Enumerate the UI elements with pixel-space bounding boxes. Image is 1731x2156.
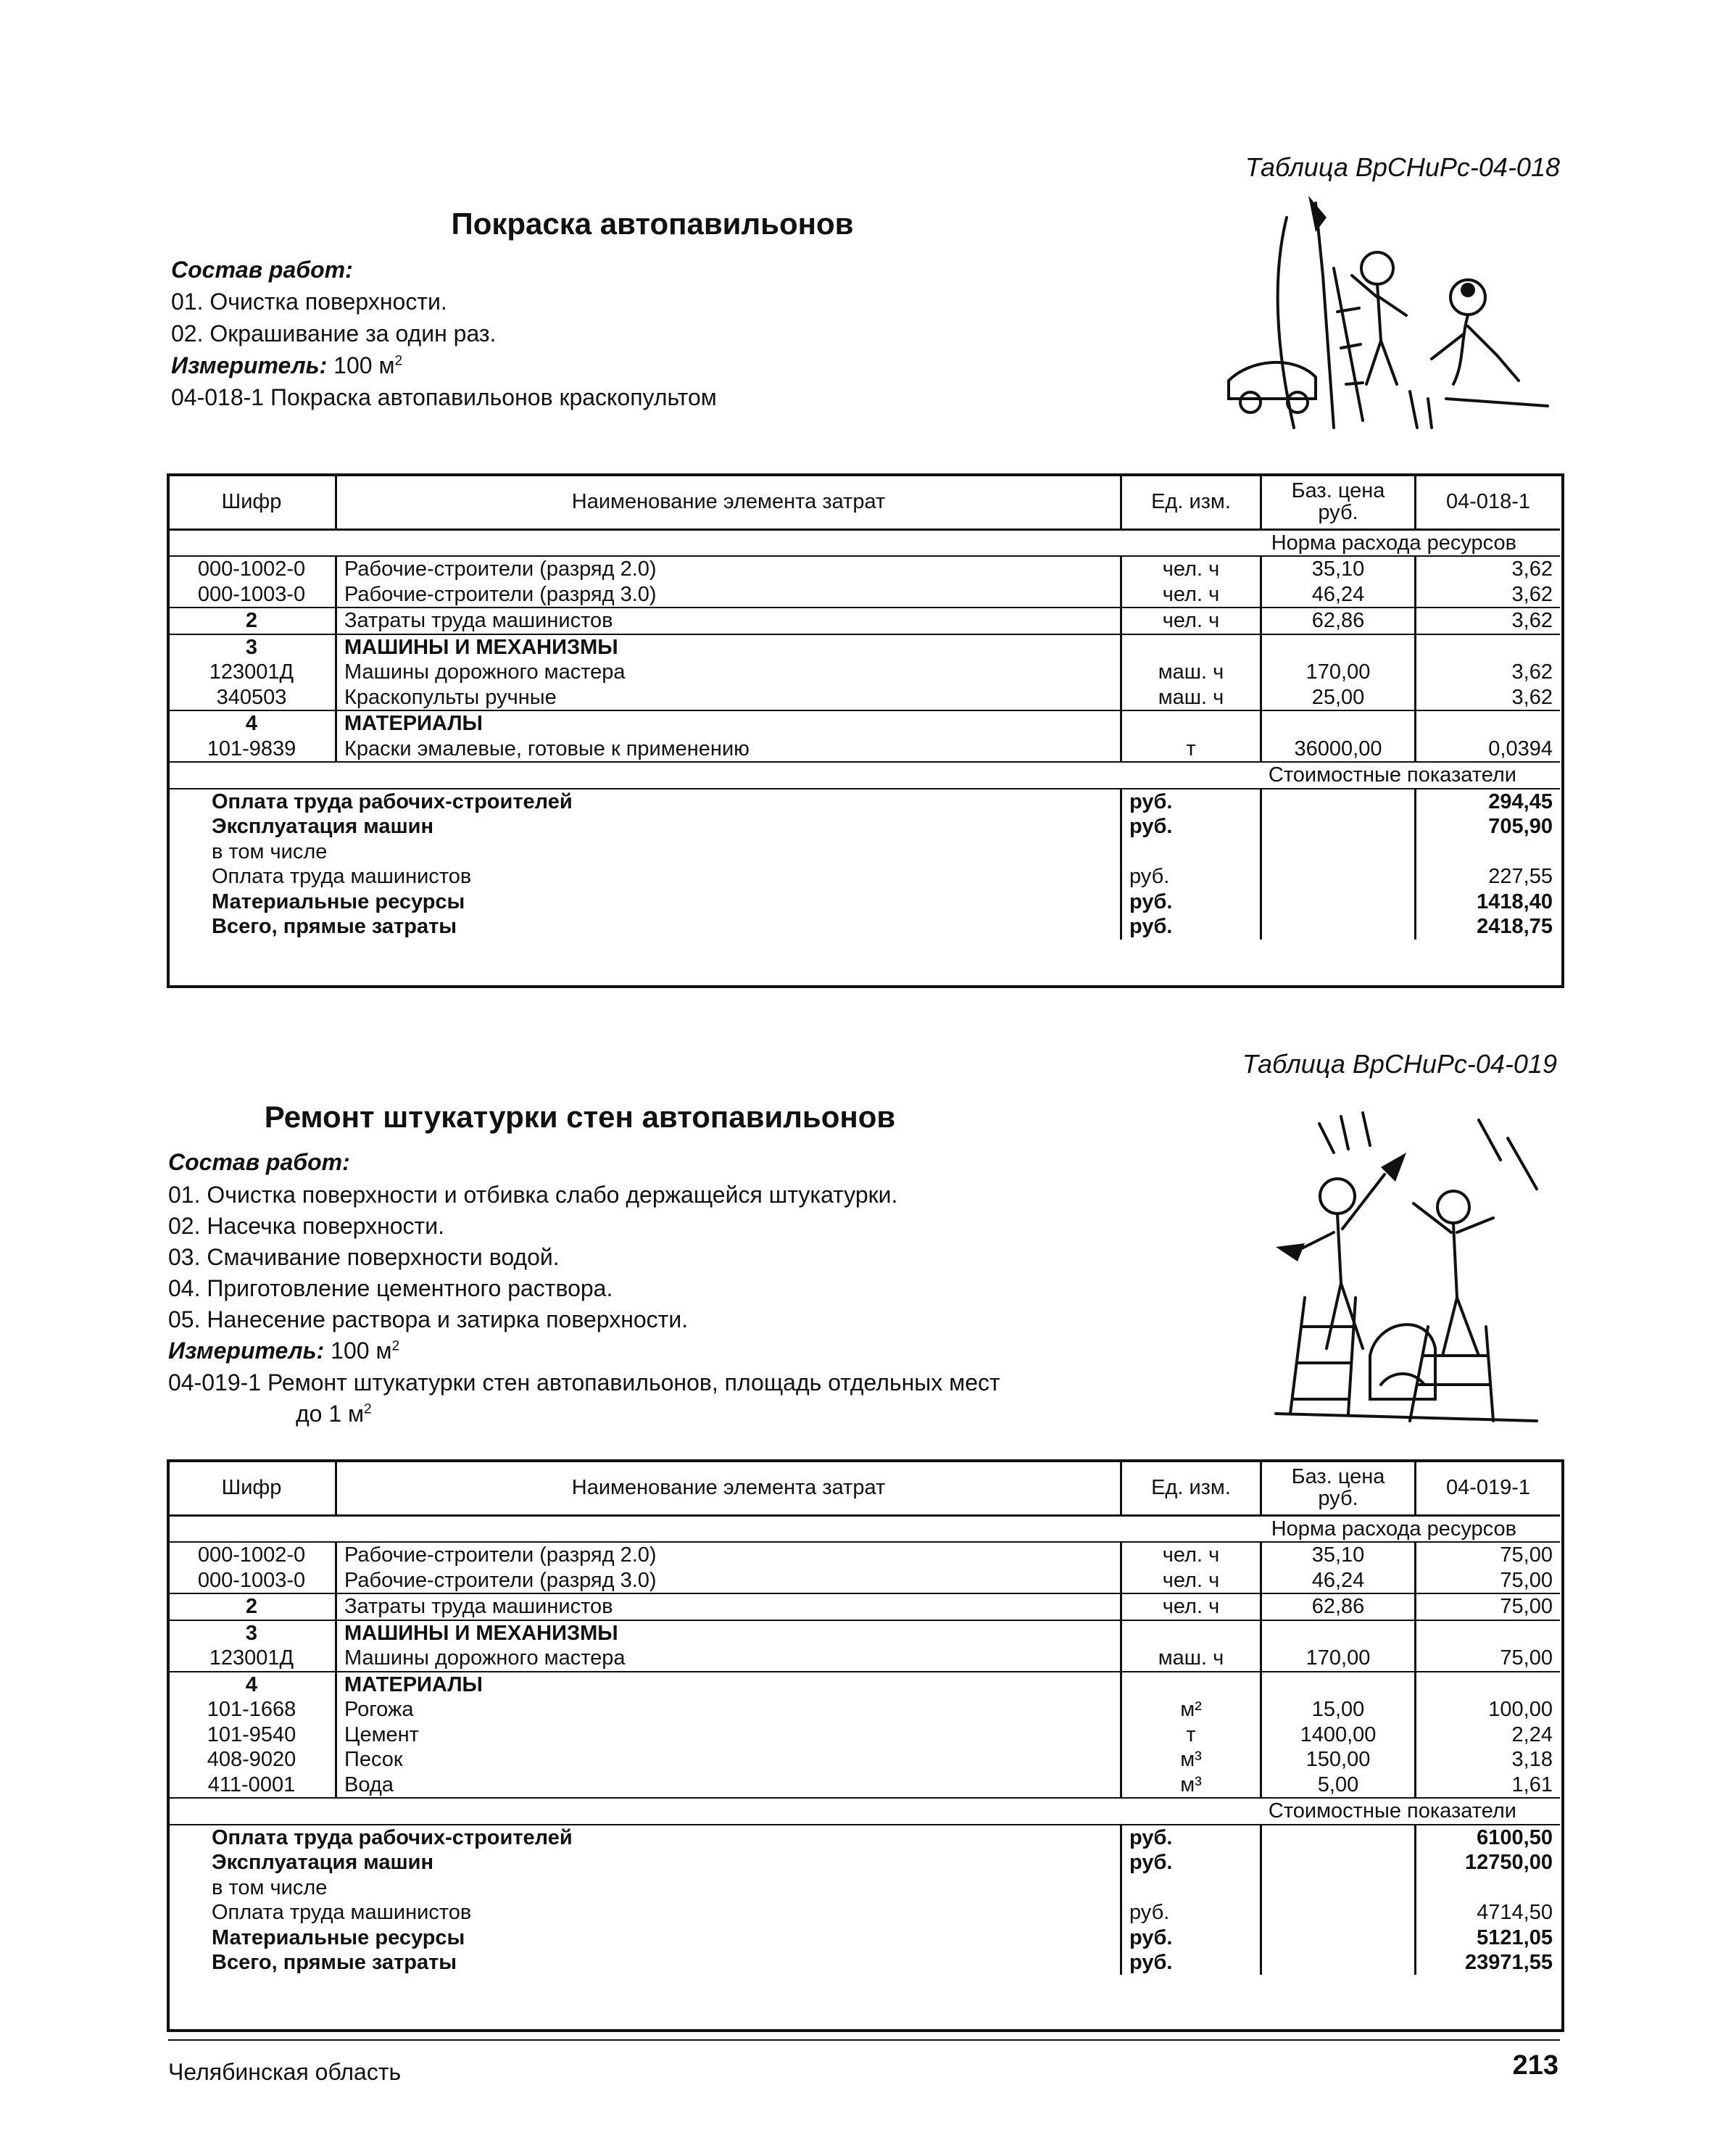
cell-code: 123001Д [168,1646,336,1671]
cell-price: 46,24 [1261,582,1416,608]
cell-value [1416,710,1561,736]
table-row [168,685,1560,710]
cost-name: в том числе [212,839,328,863]
cost-name: Материальные ресурсы [212,890,465,913]
cell-unit: чел. ч [1121,1568,1261,1593]
painters-illustration [1207,188,1569,449]
footer-region: Челябинская область [168,2059,402,2085]
measure-value: 100 м [333,352,395,378]
cost-row [168,1925,1560,1950]
cell-code: 2 [168,1593,336,1620]
cost-name: Материальные ресурсы [212,1925,465,1949]
cost-value: 294,45 [1488,789,1553,813]
cost-value: 23971,55 [1465,1950,1553,1974]
cell-value: 75,00 [1500,1543,1553,1567]
cell-price: 170,00 [1261,1646,1416,1671]
cost-unit: руб. [1121,1825,1261,1850]
table-header [168,1461,1560,1516]
cost-value: 227,55 [1488,865,1553,889]
cell-code: 4 [168,1672,336,1697]
footer-rule [168,2039,1560,2041]
work-item-1-2: 02. Окрашивание за один раз. [171,320,497,347]
cost-unit: руб. [1121,1900,1261,1925]
header-unit: Ед. изм. [1121,1461,1261,1516]
work-item-2-2: 02. Насечка поверхности. [168,1213,444,1239]
table-row [168,1568,1560,1593]
cost-value [1416,839,1561,864]
cost-unit: руб. [1121,1950,1261,1975]
plasterers-illustration [1261,1109,1551,1428]
norm-label-row [168,530,1560,557]
cell-unit: т [1121,1722,1261,1747]
cell-value: 75,00 [1416,1593,1561,1620]
measure-label: Измеритель: [171,352,328,378]
cell-name: Машины дорожного мастера [336,660,1121,684]
section-title-2: Ремонт штукатурки стен автопавильонов [264,1100,896,1134]
cost-row [168,1825,1560,1850]
cost-name: Оплата труда машинистов [212,865,472,889]
cell-value: 3,62 [1416,685,1561,710]
cell-unit [1121,710,1261,736]
header-name: Наименование элемента затрат [336,1461,1121,1516]
item-line-2a: 04-019-1 Ремонт штукатурки стен автопавильонов, площадь отдельных мест [168,1369,1000,1396]
cell-price: 62,86 [1261,608,1416,634]
works-label-1: Состав работ: [171,257,353,283]
cell-code: 340503 [168,685,336,710]
cell-value: 100,00 [1488,1698,1553,1722]
cell-unit [1121,1672,1261,1697]
cell-name: Цемент [336,1722,1121,1747]
norm-label: Норма расхода ресурсов [168,1516,1560,1543]
table-ref-1: Таблица ВрСНиРс-04-018 [1245,152,1560,182]
work-item-1-1: 01. Очистка поверхности. [171,289,447,315]
cost-row [168,914,1560,939]
table-row [168,1747,1560,1772]
work-item-2-4: 04. Приготовление цементного раствора. [168,1275,613,1301]
cost-name: Оплата труда машинистов [212,1901,472,1925]
cell-name: Рабочие-строители (разряд 3.0) [336,1568,1121,1593]
header-name: Наименование элемента затрат [336,475,1121,530]
cost-value: 4714,50 [1477,1901,1553,1925]
cell-name: Песок [336,1747,1121,1772]
cell-code: 000-1003-0 [168,1568,336,1593]
cost-empty [1261,1925,1416,1950]
cost-unit: руб. [1121,914,1261,939]
cell-code: 123001Д [168,660,336,684]
cell-price [1261,710,1416,736]
cell-name: Затраты труда машинистов [336,1593,1121,1620]
cell-value: 75,00 [1416,1646,1561,1671]
cost-row [168,864,1560,889]
table-header [168,475,1560,530]
cell-code: 000-1002-0 [168,1542,336,1567]
cost-label-row [168,1798,1560,1824]
cell-code: 2 [168,608,336,634]
cell-name: Вода [336,1773,1121,1798]
table-row [168,556,1560,581]
cell-price: 46,24 [1261,1568,1416,1593]
table-ref-2: Таблица ВрСНиРс-04-019 [1242,1049,1557,1079]
cost-value: 5121,05 [1477,1925,1553,1949]
cost-value: 6100,50 [1477,1825,1553,1849]
item-sup: 2 [364,1401,372,1417]
table-row [168,1542,1560,1567]
cost-unit: руб. [1121,890,1261,914]
cell-name: МАШИНЫ И МЕХАНИЗМЫ [336,634,1121,660]
cell-code: 411-0001 [168,1773,336,1798]
cost-label-row [168,762,1560,788]
measure-line-1 [171,352,402,379]
cell-code: 3 [168,1620,336,1646]
cost-row [168,814,1560,839]
cell-price: 62,86 [1261,1593,1416,1620]
cell-price: 1400,00 [1261,1722,1416,1747]
table-row [168,1697,1560,1722]
cell-unit: чел. ч [1121,1542,1261,1567]
cell-name: Краски эмалевые, готовые к применению [336,737,1121,762]
cell-price: 170,00 [1261,660,1416,684]
cost-name: Оплата труда рабочих-строителей [212,1825,573,1849]
cell-price: 35,10 [1261,556,1416,581]
cell-price: 25,00 [1261,685,1416,710]
cell-unit: маш. ч [1121,1646,1261,1671]
work-item-2-1: 01. Очистка поверхности и отбивка слабо держащейся штукатурки. [168,1182,898,1208]
cost-empty [1261,1825,1416,1850]
cell-unit: чел. ч [1121,582,1261,608]
cost-empty [1261,839,1416,864]
cost-row [168,839,1560,864]
cell-code: 408-9020 [168,1747,336,1772]
work-item-2-5: 05. Нанесение раствора и затирка поверхности. [168,1306,689,1332]
cell-value: 3,18 [1511,1748,1553,1772]
table-row [168,1672,1560,1697]
cell-unit: маш. ч [1121,660,1261,684]
cell-value [1416,1672,1561,1697]
table-row [168,737,1560,762]
cost-value: 2418,75 [1477,915,1553,939]
item-line-2b-text: до 1 м [296,1401,365,1427]
header-column: 04-019-1 [1416,1461,1561,1516]
cell-price [1261,1620,1416,1646]
cost-row [168,1850,1560,1875]
cost-empty [1261,890,1416,914]
estimate-table-2 [168,1461,1560,1975]
cost-empty [1261,864,1416,889]
cell-unit: т [1121,737,1261,762]
cell-unit: чел. ч [1121,608,1261,634]
cost-unit: руб. [1121,789,1261,814]
cell-name: Машины дорожного мастера [336,1646,1121,1671]
cell-name: МАШИНЫ И МЕХАНИЗМЫ [336,1620,1121,1646]
cell-value: 3,62 [1511,557,1553,581]
cost-label: Стоимостные показатели [168,762,1560,788]
cost-name: Оплата труда рабочих-строителей [212,789,573,813]
table-row [168,660,1560,684]
cell-unit: м³ [1121,1773,1261,1798]
measure-sup: 2 [394,353,403,369]
cost-row [168,789,1560,814]
table-row [168,608,1560,634]
header-column: 04-018-1 [1416,475,1561,530]
cell-name: МАТЕРИАЛЫ [336,1672,1121,1697]
cell-name: Краскопульты ручные [336,685,1121,710]
table-row [168,634,1560,660]
item-line-2b [296,1401,372,1427]
cell-name: Затраты труда машинистов [336,608,1121,634]
header-price: Баз. цена руб. [1261,1461,1416,1516]
cost-name: Всего, прямые затраты [212,915,457,939]
cost-unit [1121,1875,1261,1900]
cost-empty [1261,1850,1416,1875]
cell-name: Рогожа [336,1697,1121,1722]
cell-value: 3,62 [1511,660,1553,684]
cell-code: 101-1668 [168,1697,336,1722]
header-unit: Ед. изм. [1121,475,1261,530]
cell-price [1261,1672,1416,1697]
cell-value: 1,61 [1416,1773,1561,1798]
cell-price: 5,00 [1261,1773,1416,1798]
cell-code: 101-9839 [168,737,336,762]
table-row [168,710,1560,736]
cell-name: Рабочие-строители (разряд 2.0) [336,556,1121,581]
cell-price: 15,00 [1261,1697,1416,1722]
measure-line-2 [168,1338,399,1364]
norm-label: Норма расхода ресурсов [168,530,1560,557]
cell-code: 3 [168,634,336,660]
cell-code: 4 [168,710,336,736]
cost-row [168,1900,1560,1925]
cost-name: Эксплуатация машин [212,1851,434,1875]
cost-row [168,1950,1560,1975]
header-code: Шифр [168,1461,336,1516]
cost-name: в том числе [212,1875,328,1899]
cell-value [1416,1620,1561,1646]
cost-empty [1261,789,1416,814]
table-row [168,582,1560,608]
cell-unit: чел. ч [1121,1593,1261,1620]
cell-value: 3,62 [1416,608,1561,634]
table-row [168,1646,1560,1671]
table-row [168,1620,1560,1646]
header-price: Баз. цена руб. [1261,475,1416,530]
table-row [168,1722,1560,1747]
cost-row [168,890,1560,914]
cost-empty [1261,914,1416,939]
cost-empty [1261,1950,1416,1975]
cell-name: МАТЕРИАЛЫ [336,710,1121,736]
cell-value [1416,634,1561,660]
cell-price: 35,10 [1261,1542,1416,1567]
item-line-1: 04-018-1 Покраска автопавильонов краскопультом [171,384,717,410]
cell-value: 2,24 [1511,1722,1553,1746]
cost-name: Всего, прямые затраты [212,1950,457,1974]
cell-name: Рабочие-строители (разряд 3.0) [336,582,1121,608]
measure-sup: 2 [391,1338,400,1354]
cell-code: 101-9540 [168,1722,336,1747]
norm-label-row [168,1516,1560,1543]
cost-value: 705,90 [1488,815,1553,839]
cell-value: 75,00 [1416,1568,1561,1593]
cost-unit: руб. [1121,864,1261,889]
cell-code: 000-1002-0 [168,556,336,581]
cost-value: 12750,00 [1465,1851,1553,1875]
cell-price: 36000,00 [1261,737,1416,762]
cost-value: 1418,40 [1477,890,1553,913]
cost-name: Эксплуатация машин [212,815,434,839]
cost-unit: руб. [1121,814,1261,839]
work-item-2-3: 03. Смачивание поверхности водой. [168,1244,560,1270]
cell-name: Рабочие-строители (разряд 2.0) [336,1542,1121,1567]
cost-empty [1261,1875,1416,1900]
measure-label: Измеритель: [168,1338,325,1364]
cell-value: 3,62 [1416,582,1561,608]
cell-unit: м² [1121,1697,1261,1722]
cost-unit [1121,839,1261,864]
cost-value [1416,1875,1561,1900]
measure-value: 100 м [331,1338,392,1364]
cell-price: 150,00 [1261,1747,1416,1772]
cost-empty [1261,1900,1416,1925]
cell-unit [1121,1620,1261,1646]
table-row [168,1593,1560,1620]
section-title-1: Покраска автопавильонов [451,207,854,241]
cell-value: 0,0394 [1416,737,1561,762]
table-row [168,1773,1560,1798]
cost-label: Стоимостные показатели [168,1798,1560,1824]
estimate-table-1 [168,475,1560,940]
cell-unit: чел. ч [1121,556,1261,581]
works-label-2: Состав работ: [168,1149,350,1175]
header-code: Шифр [168,475,336,530]
cell-price [1261,634,1416,660]
cost-unit: руб. [1121,1850,1261,1875]
cell-code: 000-1003-0 [168,582,336,608]
cost-empty [1261,814,1416,839]
cost-unit: руб. [1121,1925,1261,1950]
page-number: 213 [1512,2050,1558,2081]
cell-unit [1121,634,1261,660]
cell-unit: м³ [1121,1747,1261,1772]
cell-unit: маш. ч [1121,685,1261,710]
cost-row [168,1875,1560,1900]
